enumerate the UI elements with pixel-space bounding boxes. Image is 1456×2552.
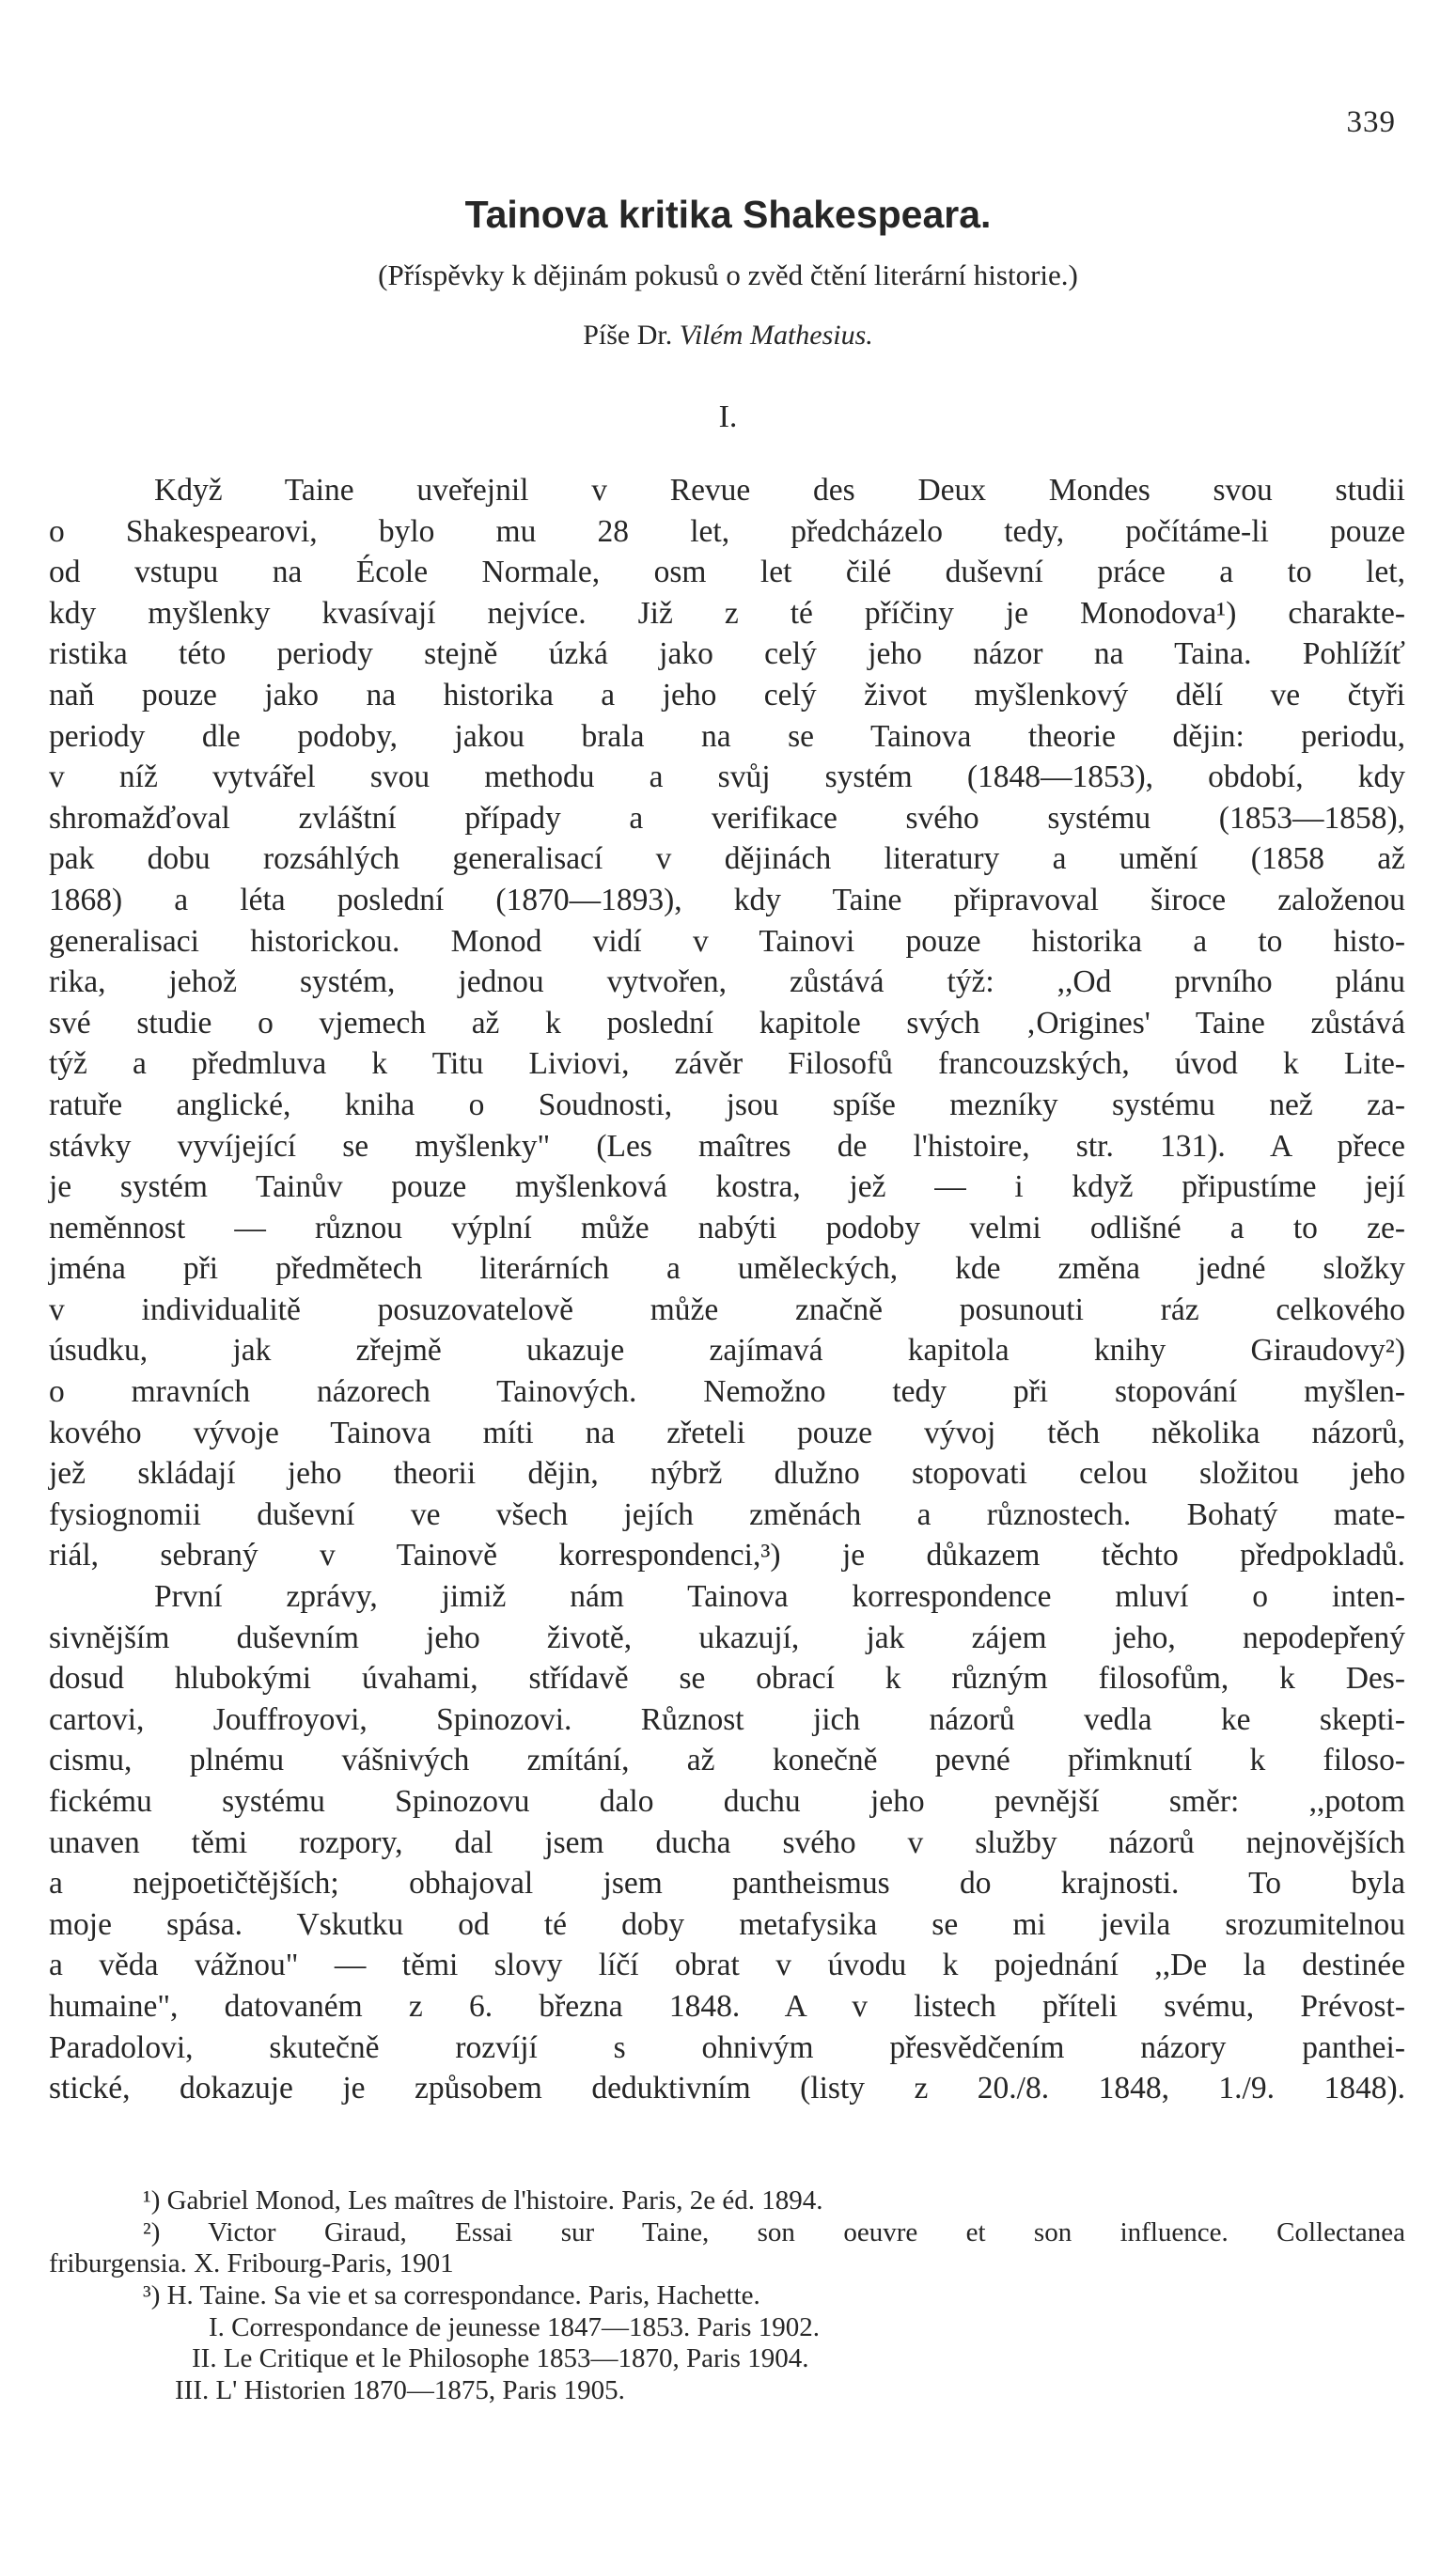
text-line: fickému systému Spinozovu dalo duchu jeho pevnější směr: ,,potom	[49, 1784, 1405, 1819]
footnote-3-line-2: I. Correspondance de jeunesse 1847—1853. Paris 1902.	[209, 2311, 820, 2342]
text-line: cartovi, Jouffroyovi, Spinozovi. Různost jich názorů vedla ke skepti-	[49, 1701, 1405, 1737]
text-line: unaven těmi rozpory, dal jsem ducha svého v služby názorů nejnovějších	[49, 1824, 1405, 1860]
footnote-1: ¹) Gabriel Monod, Les maîtres de l'histoire. Paris, 2e éd. 1894.	[143, 2185, 823, 2215]
text-line: shromažďoval zvláštní případy a verifikace svého systému (1853—1858),	[49, 800, 1405, 836]
text-line: Paradolovi, skutečně rozvíjí s ohnivým přesvědčením názory panthei-	[49, 2029, 1405, 2065]
author-line	[0, 320, 1456, 352]
text-line: kového vývoje Tainova míti na zřeteli pouze vývoj těch několika názorů,	[49, 1415, 1405, 1450]
footnote-3-line-1: ³) H. Taine. Sa vie et sa correspondance. Paris, Hachette.	[143, 2280, 760, 2311]
author-prefix: Píše Dr.	[583, 320, 673, 351]
text-line: týž a předmluva k Titu Liviovi, závěr Filosofů francouzských, úvod k Lite-	[49, 1046, 1405, 1082]
text-line: periody dle podoby, jakou brala na se Tainova theorie dějin: periodu,	[49, 718, 1405, 754]
text-line: stické, dokazuje je způsobem deduktivním (listy z 20./8. 1848, 1./9. 1848).	[49, 2071, 1405, 2106]
text-line: naň pouze jako na historika a jeho celý život myšlenkový dělí ve čtyři	[49, 677, 1405, 712]
article-title: Tainova kritika Shakespeara.	[464, 193, 992, 236]
text-line: stávky vyvíjející se myšlenky" (Les maîtres de l'histoire, str. 131). A přece	[49, 1128, 1405, 1164]
text-line: ratuře anglické, kniha o Soudnosti, jsou spíše mezníky systému než za-	[49, 1087, 1405, 1122]
text-line: kdy myšlenky kvasívají nejvíce. Již z té příčiny je Monodova¹) charakte-	[49, 595, 1405, 631]
text-line: cismu, plnému vášnivých zmítání, až konečně pevné přimknutí k filoso-	[49, 1743, 1405, 1778]
text-line: ristika této periody stejně úzká jako celý jeho názor na Taina. Pohlížíť	[49, 636, 1405, 672]
text-line: od vstupu na École Normale, osm let čilé duševní práce a to let,	[49, 555, 1405, 590]
text-line: o mravních názorech Tainových. Nemožno tedy při stopování myšlen-	[49, 1374, 1405, 1410]
text-line: neměnnost — různou výplní může nabýti podoby velmi odlišné a to ze-	[49, 1210, 1405, 1245]
text-line: riál, sebraný v Tainově korrespondenci,³) je důkazem těchto předpokladů.	[49, 1538, 1405, 1573]
text-line: jména při předmětech literárních a uměleckých, kde změna jedné složky	[49, 1251, 1405, 1287]
text-line: dosud hlubokými úvahami, střídavě se obrací k různým filosofům, k Des-	[49, 1661, 1405, 1697]
text-line: své studie o vjemech až k poslední kapitole svých ‚Origines' Taine zůstává	[49, 1005, 1405, 1041]
text-line: sivnějším duševním jeho životě, ukazují, jak zájem jeho, nepodepřený	[49, 1620, 1405, 1655]
footnote-3-line-3: II. Le Critique et le Philosophe 1853—1870, Paris 1904.	[192, 2343, 809, 2374]
text-line: v individualitě posuzovatelově může značně posunouti ráz celkového	[49, 1292, 1405, 1327]
text-line: 1868) a léta poslední (1870—1893), kdy Taine připravoval široce založenou	[49, 882, 1405, 917]
text-line: v níž vytvářel svou methodu a svůj systém (1848—1853), období, kdy	[49, 759, 1405, 795]
text-line: o Shakespearovi, bylo mu 28 let, předcházelo tedy, počítáme-li pouze	[49, 513, 1405, 549]
text-line: humaine", datovaném z 6. března 1848. A v listech příteli svému, Prévost-	[49, 1988, 1405, 2024]
page-number: 339	[1346, 105, 1396, 139]
text-line: rika, jehož systém, jednou vytvořen, zůstává týž: ,,Od prvního plánu	[49, 964, 1405, 1000]
text-line: pak dobu rozsáhlých generalisací v dějinách literatury a umění (1858 až	[49, 841, 1405, 877]
article-subtitle: (Příspěvky k dějinám pokusů o zvěd čtění literární historie.)	[378, 258, 1078, 291]
author-name: Vilém Mathesius.	[679, 320, 873, 351]
text-line: úsudku, jak zřejmě ukazuje zajímavá kapitola knihy Giraudovy²)	[49, 1333, 1405, 1369]
section-number: I.	[718, 399, 738, 434]
footnote-3-line-4: III. L' Historien 1870—1875, Paris 1905.	[175, 2375, 625, 2406]
text-line: a nejpoetičtějších; obhajoval jsem pantheismus do krajnosti. To byla	[49, 1866, 1405, 1902]
body-text	[49, 470, 1405, 2109]
text-line: fysiognomii duševní ve všech jejích změnách a různostech. Bohatý mate-	[49, 1496, 1405, 1532]
text-line: Když Taine uveřejnil v Revue des Deux Mondes svou studii	[154, 473, 1405, 508]
text-line: generalisaci historickou. Monod vidí v Tainovi pouze historika a to histo-	[49, 923, 1405, 959]
footnote-2-line-1: ²) Victor Giraud, Essai sur Taine, son oeuvre et son influence. Collectanea	[143, 2216, 1405, 2247]
footnotes	[49, 2185, 1405, 2407]
text-line: a věda vážnou" — těmi slovy líčí obrat v úvodu k pojednání ,,De la destinée	[49, 1948, 1405, 1983]
text-line: moje spása. Vskutku od té doby metafysika se mi jevila srozumitelnou	[49, 1906, 1405, 1942]
text-line: je systém Tainův pouze myšlenková kostra, jež — i když připustíme její	[49, 1169, 1405, 1205]
text-line: jež skládají jeho theorii dějin, nýbrž dlužno stopovati celou složitou jeho	[49, 1456, 1405, 1492]
footnote-2-line-2: friburgensia. X. Fribourg-Paris, 1901	[49, 2248, 454, 2279]
text-line: První zprávy, jimiž nám Tainova korrespondence mluví o inten-	[154, 1579, 1405, 1615]
